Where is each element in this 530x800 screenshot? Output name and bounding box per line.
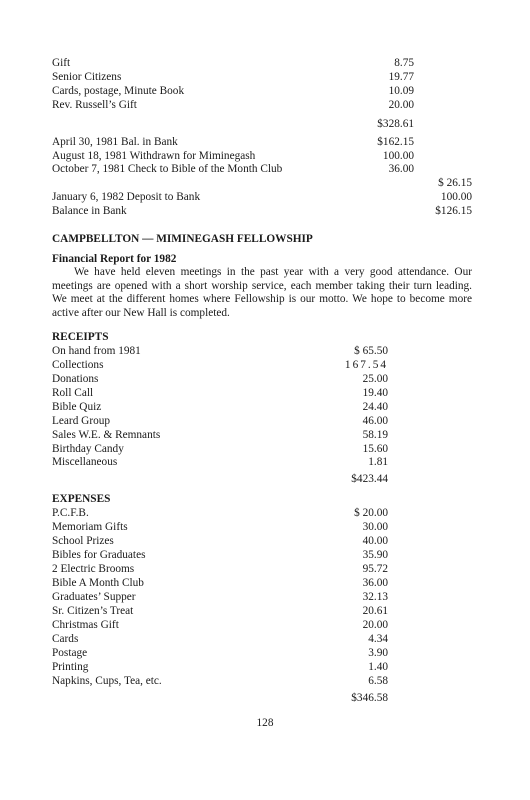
receipt-row [52,373,482,387]
item-amount: 1.40 [368,661,388,673]
deposit-row [52,191,482,205]
expense-row [52,549,482,563]
report-paragraph [52,266,472,320]
expense-row [52,521,482,535]
item-label: Miscellaneous [52,456,118,468]
total-amount: $346.58 [351,692,388,704]
report-title: Financial Report for 1982 [52,253,177,265]
item-label: January 6, 1982 Deposit to Bank [52,191,201,203]
item-amount: 20.00 [388,99,414,111]
item-amount: 30.00 [362,521,388,533]
item-amount: 3.90 [368,647,388,659]
item-amount: 1.81 [368,456,388,468]
item-amount: 20.61 [362,605,388,617]
bank-row [52,150,482,164]
item-amount: 24.40 [362,401,388,413]
item-amount: 95.72 [362,563,388,575]
expenses-total-row [52,692,482,706]
expense-row [52,591,482,605]
item-label: Gift [52,57,71,69]
expense-row [52,661,482,675]
item-amount: $126.15 [435,205,472,217]
item-amount: 100.00 [440,191,472,203]
item-label: Christmas Gift [52,619,119,631]
item-label: On hand from 1981 [52,345,141,357]
expense-row [52,507,482,521]
item-amount: 8.75 [394,57,414,69]
ledger-row [52,71,482,85]
item-label: Bibles for Graduates [52,549,146,561]
item-amount: 10.09 [388,85,414,97]
item-amount: $ 65.50 [354,345,388,357]
item-amount: 167.54 [344,359,388,371]
item-label: Memoriam Gifts [52,521,128,533]
page-number: 128 [256,717,274,729]
bank-row [52,163,482,177]
item-label: Collections [52,359,104,371]
item-amount: 100.00 [382,150,414,162]
receipt-row [52,359,482,373]
receipt-row [52,456,482,470]
item-amount: 46.00 [362,415,388,427]
item-label: Cards, postage, Minute Book [52,85,185,97]
item-label: Postage [52,647,88,659]
receipt-row [52,345,482,359]
item-amount: 36.00 [388,163,414,175]
bank-subtotal-row [52,177,482,191]
paragraph-text: We have held eleven meetings in the past year with a very good attendance. Our meetings are opened with a short worship service, each member taking their turn leading. We meet at the different homes where Fellowship is our motto. We hope to become more active after our New Hall is completed. [52,266,472,319]
item-label: October 7, 1981 Check to Bible of the Month Club [52,163,283,175]
item-label: Cards [52,633,79,645]
item-amount: 19.40 [362,387,388,399]
balance-row [52,205,482,219]
item-label: Sr. Citizen’s Treat [52,605,134,617]
item-amount: $162.15 [377,136,414,148]
total-amount: $328.61 [377,118,414,130]
item-label: Senior Citizens [52,71,122,83]
item-amount: 19.77 [388,71,414,83]
expense-row [52,633,482,647]
item-amount: 32.13 [362,591,388,603]
item-label: Printing [52,661,89,673]
receipt-row [52,443,482,457]
expenses-heading: EXPENSES [52,493,111,505]
item-label: Leard Group [52,415,111,427]
item-label: Donations [52,373,99,385]
receipt-row [52,415,482,429]
item-amount: 35.90 [362,549,388,561]
item-label: Sales W.E. & Remnants [52,429,161,441]
item-amount: 6.58 [368,675,388,687]
item-label: P.C.F.B. [52,507,89,519]
item-label: Bible A Month Club [52,577,144,589]
receipts-heading: RECEIPTS [52,331,109,343]
item-amount: $ 20.00 [354,507,388,519]
item-amount: 20.00 [362,619,388,631]
expense-row [52,675,482,689]
item-amount: 15.60 [362,443,388,455]
bank-row [52,136,482,150]
receipts-total-row [52,473,482,487]
item-label: Birthday Candy [52,443,124,455]
ledger-row [52,57,482,71]
item-label: August 18, 1981 Withdrawn for Miminegash [52,150,256,162]
item-label: Balance in Bank [52,205,127,217]
item-amount: 40.00 [362,535,388,547]
receipt-row [52,401,482,415]
item-label: April 30, 1981 Bal. in Bank [52,136,178,148]
item-amount: 25.00 [362,373,388,385]
ledger-total-row [52,118,482,132]
subtotal-amount: $ 26.15 [438,177,472,189]
ledger-row [52,85,482,99]
expense-row [52,647,482,661]
item-label: Graduates’ Supper [52,591,136,603]
total-amount: $423.44 [351,473,388,485]
item-amount: 4.34 [368,633,388,645]
expense-row [52,605,482,619]
item-label: School Prizes [52,535,114,547]
expense-row [52,577,482,591]
expense-row [52,619,482,633]
receipt-row [52,429,482,443]
section-title: CAMPBELLTON — MIMINEGASH FELLOWSHIP [52,233,313,245]
item-amount: 36.00 [362,577,388,589]
item-label: 2 Electric Brooms [52,563,135,575]
expense-row [52,535,482,549]
ledger-row [52,99,482,113]
expense-row [52,563,482,577]
receipt-row [52,387,482,401]
item-label: Rev. Russell’s Gift [52,99,137,111]
item-label: Napkins, Cups, Tea, etc. [52,675,162,687]
item-label: Bible Quiz [52,401,102,413]
item-amount: 58.19 [362,429,388,441]
item-label: Roll Call [52,387,94,399]
